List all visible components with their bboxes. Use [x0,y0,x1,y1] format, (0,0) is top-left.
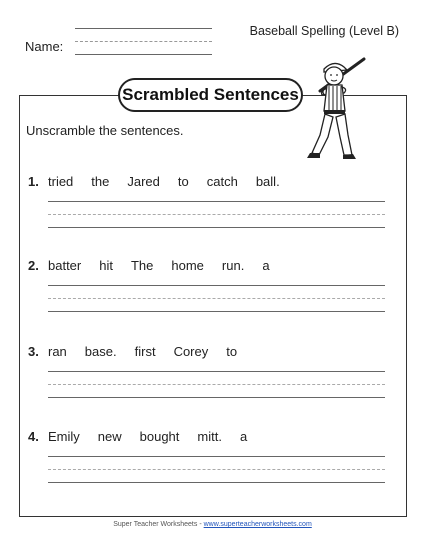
word: home [171,258,204,273]
scrambled-words [48,174,298,189]
scrambled-words [48,258,288,273]
item-number: 4. [28,429,39,444]
scrambled-words [48,344,255,359]
word: to [177,174,189,189]
word: tried [48,174,74,189]
answer-line-base[interactable] [48,311,385,312]
word: mitt. [197,429,222,444]
sentence-item-1 [28,174,388,244]
baseball-batter-icon [300,55,372,165]
word: run. [221,258,245,273]
answer-line-base[interactable] [48,397,385,398]
word: ran [48,344,67,359]
item-number: 3. [28,344,39,359]
word: new [97,429,122,444]
word: catch [206,174,238,189]
word: first [134,344,156,359]
name-field[interactable] [25,28,215,58]
word: ball. [255,174,280,189]
footer-brand: Super Teacher Worksheets [113,521,198,528]
word: a [262,258,270,273]
word: a [239,429,248,444]
answer-line-top[interactable] [48,201,385,202]
footer [0,521,425,528]
answer-line-midline [48,384,385,385]
word: base. [84,344,117,359]
sentence-item-2 [28,258,388,328]
name-line-top [75,28,212,29]
footer-link[interactable]: www.superteacherworksheets.com [203,521,312,528]
word: Emily [48,429,80,444]
item-number: 2. [28,258,39,273]
section-title [118,78,303,112]
answer-line-midline [48,469,385,470]
answer-line-midline [48,214,385,215]
word: batter [48,258,82,273]
answer-line-top[interactable] [48,371,385,372]
sentence-item-3 [28,344,388,414]
word: Corey [173,344,209,359]
answer-line-top[interactable] [48,456,385,457]
word: The [130,258,154,273]
sentence-item-4 [28,429,388,499]
name-label: Name: [25,39,64,54]
word: Jared [127,174,160,189]
answer-line-midline [48,298,385,299]
footer-separator: - [197,521,204,528]
word: to [226,344,238,359]
word: hit [99,258,113,273]
answer-line-base[interactable] [48,227,385,228]
word: the [91,174,110,189]
instructions-text: Unscramble the sentences. [26,123,184,138]
name-line-dashed [75,41,212,42]
scrambled-words [48,429,265,444]
section-title-text: Scrambled Sentences [122,85,299,104]
item-number: 1. [28,174,39,189]
worksheet-title: Baseball Spelling (Level B) [249,24,399,38]
word: bought [139,429,180,444]
answer-line-base[interactable] [48,482,385,483]
answer-line-top[interactable] [48,285,385,286]
name-line-base [75,54,212,55]
